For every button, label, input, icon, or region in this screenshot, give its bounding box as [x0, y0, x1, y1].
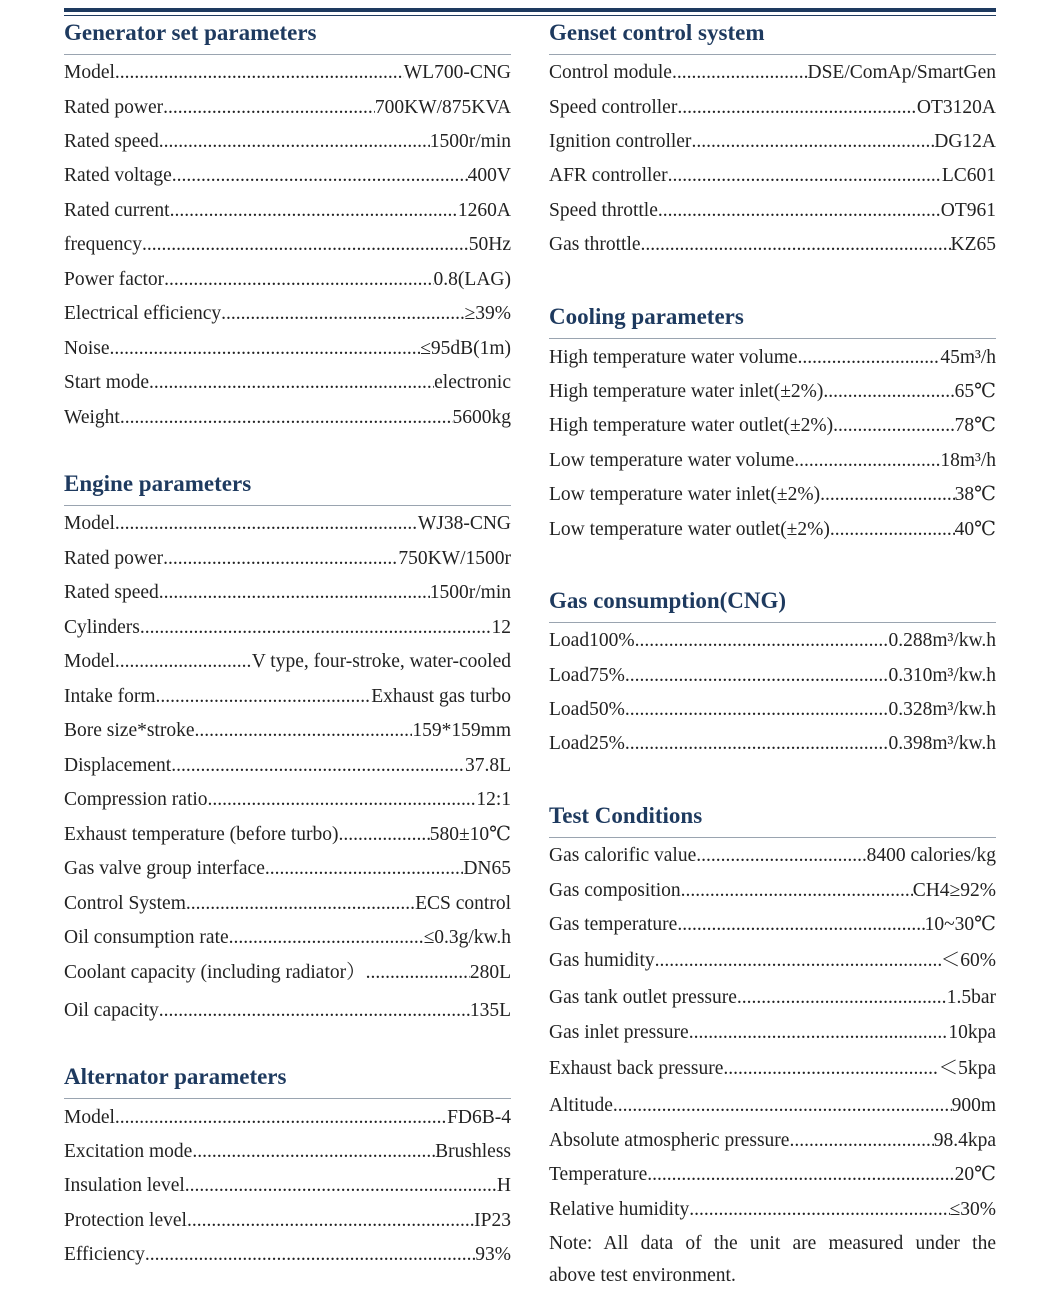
spec-row	[549, 948, 996, 974]
spec-value: 580±10℃	[429, 824, 511, 845]
spec-value: FD6B-4	[447, 1107, 511, 1128]
spec-value: 37.8L	[464, 755, 511, 776]
test-note	[549, 1228, 996, 1292]
spec-label: Noise	[64, 338, 110, 359]
spec-row	[64, 198, 511, 224]
header-rule	[64, 8, 996, 16]
spec-row	[549, 663, 996, 689]
spec-label: Absolute atmospheric pressure	[549, 1130, 790, 1151]
spec-label: Start mode	[64, 372, 150, 393]
spec-row	[549, 379, 996, 405]
dot-leader	[159, 998, 470, 1024]
dot-leader	[689, 1197, 949, 1223]
spec-label: Model	[64, 651, 115, 672]
dot-leader	[696, 843, 866, 869]
spec-value: ECS control	[415, 893, 511, 914]
spec-value: LC601	[941, 165, 996, 186]
spec-row	[549, 129, 996, 155]
spec-label: Gas calorific value	[549, 845, 697, 866]
spec-row	[64, 718, 511, 744]
spec-label: Model	[64, 1107, 115, 1128]
dot-leader	[187, 1208, 474, 1234]
spec-value: WJ38-CNG	[417, 513, 511, 534]
dot-leader	[366, 960, 470, 986]
section-gas-consumption-cng	[549, 586, 996, 623]
spec-label: Temperature	[549, 1164, 648, 1185]
dot-leader	[723, 1056, 938, 1082]
spec-label: Oil capacity	[64, 1000, 159, 1021]
spec-row	[549, 731, 996, 757]
spec-row	[64, 891, 511, 917]
spec-label: Gas throttle	[549, 234, 641, 255]
spec-value: ≤0.3g/kw.h	[423, 927, 511, 948]
section-divider	[549, 54, 996, 55]
spec-label: Efficiency	[64, 1244, 145, 1265]
spec-value: DG12A	[934, 131, 996, 152]
spec-label: Displacement	[64, 755, 172, 776]
spec-row	[64, 822, 511, 848]
spec-row	[549, 912, 996, 938]
spec-value: 18m³/h	[940, 450, 996, 471]
spec-value: 0.8(LAG)	[433, 269, 511, 290]
spec-label: Gas inlet pressure	[549, 1022, 689, 1043]
spec-label: Altitude	[549, 1095, 613, 1116]
section-title: Test Conditions	[549, 803, 703, 828]
dot-leader	[672, 60, 808, 86]
spec-value: 45m³/h	[940, 347, 996, 368]
spec-label: Load50%	[549, 699, 625, 720]
spec-label: Excitation mode	[64, 1141, 193, 1162]
spec-label: Exhaust temperature (before turbo)	[64, 824, 339, 845]
spec-row	[549, 985, 996, 1011]
spec-label: Oil consumption rate	[64, 927, 229, 948]
dot-leader	[171, 753, 465, 779]
spec-label: Rated power	[64, 548, 164, 569]
spec-row	[64, 301, 511, 327]
spec-label: Electrical efficiency	[64, 303, 222, 324]
spec-label: Power factor	[64, 269, 165, 290]
spec-row	[64, 615, 511, 641]
spec-value: OT3120A	[916, 97, 996, 118]
spec-value: 65℃	[954, 381, 996, 402]
spec-label: frequency	[64, 234, 142, 255]
spec-value: 1.5bar	[946, 987, 996, 1008]
spec-value: 750KW/1500r	[398, 548, 511, 569]
spec-value: 93%	[475, 1244, 511, 1265]
spec-label: Gas tank outlet pressure	[549, 987, 737, 1008]
section-divider	[64, 54, 511, 55]
spec-row	[64, 925, 511, 951]
dot-leader	[221, 301, 464, 327]
spec-row	[64, 267, 511, 293]
spec-value: OT961	[940, 200, 996, 221]
dot-leader	[186, 891, 415, 917]
spec-label: Speed throttle	[549, 200, 658, 221]
spec-row	[64, 336, 511, 362]
dot-leader	[668, 163, 942, 189]
spec-row	[64, 1208, 511, 1234]
spec-label: AFR controller	[549, 165, 668, 186]
spec-row	[64, 753, 511, 779]
section-title: Cooling parameters	[549, 304, 744, 329]
spec-value: IP23	[474, 1210, 511, 1231]
spec-row	[64, 960, 511, 986]
spec-label: Gas humidity	[549, 950, 655, 971]
spec-value: 78℃	[954, 415, 996, 436]
spec-row	[64, 129, 511, 155]
spec-label: Relative humidity	[549, 1199, 690, 1220]
spec-label: Ignition controller	[549, 131, 692, 152]
spec-label: High temperature water inlet(±2%)	[549, 381, 824, 402]
section-generator-set-parameters	[64, 18, 511, 55]
spec-row	[549, 1162, 996, 1188]
dot-leader	[195, 718, 413, 744]
spec-row	[64, 511, 511, 537]
spec-label: Coolant capacity (including radiator）	[64, 962, 366, 983]
spec-row	[549, 1056, 996, 1082]
spec-row	[64, 1173, 511, 1199]
spec-value: 900m	[951, 1095, 996, 1116]
dot-leader	[658, 198, 941, 224]
dot-leader	[820, 482, 955, 508]
dot-leader	[110, 336, 421, 362]
spec-label: Speed controller	[549, 97, 678, 118]
dot-leader	[229, 925, 424, 951]
spec-label: Model	[64, 62, 115, 83]
spec-row	[549, 1020, 996, 1046]
spec-row	[549, 413, 996, 439]
spec-label: Rated voltage	[64, 165, 172, 186]
spec-value: 10~30℃	[924, 914, 996, 935]
dot-leader	[830, 517, 955, 543]
spec-label: Gas temperature	[549, 914, 678, 935]
spec-row	[549, 482, 996, 508]
dot-leader	[159, 580, 430, 606]
spec-row	[64, 649, 511, 675]
spec-row	[549, 517, 996, 543]
spec-row	[549, 843, 996, 869]
spec-value: 40℃	[954, 519, 996, 540]
dot-leader	[794, 448, 940, 474]
spec-value: DSE/ComAp/SmartGen	[807, 62, 996, 83]
spec-row	[64, 546, 511, 572]
dot-leader	[798, 345, 941, 371]
spec-value: 50Hz	[468, 234, 511, 255]
spec-value: 1500r/min	[429, 582, 511, 603]
spec-row	[64, 856, 511, 882]
section-title: Generator set parameters	[64, 20, 317, 45]
spec-label: Load75%	[549, 665, 625, 686]
spec-value: 12	[491, 617, 511, 638]
spec-row	[549, 697, 996, 723]
spec-value: 0.288m³/kw.h	[888, 630, 996, 651]
section-divider	[549, 338, 996, 339]
dot-leader	[625, 731, 889, 757]
spec-row	[64, 163, 511, 189]
section-divider	[549, 837, 996, 838]
section-divider	[549, 622, 996, 623]
dot-leader	[164, 267, 433, 293]
dot-leader	[120, 405, 453, 431]
spec-value: 5600kg	[452, 407, 511, 428]
spec-value: 400V	[467, 165, 511, 186]
dot-leader	[149, 370, 434, 396]
spec-value: 1500r/min	[429, 131, 511, 152]
spec-value: ≤95dB(1m)	[420, 338, 511, 359]
dot-leader	[192, 1139, 435, 1165]
spec-value: Exhaust gas turbo	[371, 686, 511, 707]
spec-row	[549, 95, 996, 121]
dot-leader	[185, 1173, 497, 1199]
spec-label: Protection level	[64, 1210, 187, 1231]
spec-value: Brushless	[435, 1141, 511, 1162]
spec-value: DN65	[463, 858, 511, 879]
spec-row	[64, 1242, 511, 1268]
spec-row	[549, 448, 996, 474]
dot-leader	[172, 163, 468, 189]
dot-leader	[208, 787, 477, 813]
dot-leader	[689, 1020, 949, 1046]
spec-row	[64, 232, 511, 258]
dot-leader	[265, 856, 463, 882]
spec-label: Insulation level	[64, 1175, 185, 1196]
spec-value: CH4≥92%	[912, 880, 996, 901]
spec-row	[64, 405, 511, 431]
spec-value: electronic	[434, 372, 511, 393]
spec-value: 38℃	[954, 484, 996, 505]
spec-label: Low temperature water outlet(±2%)	[549, 519, 830, 540]
spec-value: 0.398m³/kw.h	[888, 733, 996, 754]
dot-leader	[145, 1242, 475, 1268]
spec-row	[549, 232, 996, 258]
section-title: Genset control system	[549, 20, 765, 45]
spec-row	[549, 345, 996, 371]
dot-leader	[115, 60, 404, 86]
spec-value: 700KW/875KVA	[374, 97, 511, 118]
spec-value: 0.328m³/kw.h	[888, 699, 996, 720]
dot-leader	[635, 628, 889, 654]
spec-row	[64, 95, 511, 121]
dot-leader	[737, 985, 947, 1011]
spec-label: Rated current	[64, 200, 170, 221]
spec-value: ＜5kpa	[938, 1058, 996, 1079]
dot-leader	[789, 1128, 933, 1154]
spec-label: Load100%	[549, 630, 635, 651]
spec-value: 159*159mm	[412, 720, 511, 741]
section-title: Gas consumption(CNG)	[549, 588, 787, 613]
dot-leader	[691, 129, 934, 155]
dot-leader	[163, 546, 398, 572]
spec-value: 280L	[469, 962, 511, 983]
spec-label: Low temperature water volume	[549, 450, 795, 471]
dot-leader	[339, 822, 430, 848]
spec-value: ＜60%	[940, 950, 996, 971]
spec-label: Rated speed	[64, 582, 159, 603]
dot-leader	[625, 697, 889, 723]
spec-value: 0.310m³/kw.h	[888, 665, 996, 686]
dot-leader	[647, 1162, 954, 1188]
spec-label: Control System	[64, 893, 186, 914]
spec-label: Load25%	[549, 733, 625, 754]
spec-value: 1260A	[457, 200, 511, 221]
dot-leader	[115, 649, 252, 675]
spec-value: V type, four-stroke, water-cooled	[251, 651, 511, 672]
section-test-conditions	[549, 801, 996, 838]
dot-leader	[677, 95, 917, 121]
spec-label: Model	[64, 513, 115, 534]
spec-label: Weight	[64, 407, 120, 428]
spec-value: 98.4kpa	[933, 1130, 996, 1151]
dot-leader	[140, 615, 492, 641]
note-line-2: above test environment.	[549, 1265, 736, 1286]
spec-row	[549, 163, 996, 189]
spec-row	[549, 1093, 996, 1119]
section-cooling-parameters	[549, 302, 996, 339]
spec-value: 20℃	[954, 1164, 996, 1185]
spec-label: Exhaust back pressure	[549, 1058, 724, 1079]
dot-leader	[115, 511, 418, 537]
spec-label: High temperature water outlet(±2%)	[549, 415, 834, 436]
spec-row	[64, 684, 511, 710]
spec-row	[64, 1139, 511, 1165]
spec-row	[64, 370, 511, 396]
dot-leader	[677, 912, 924, 938]
section-title: Engine parameters	[64, 471, 252, 496]
spec-row	[64, 998, 511, 1024]
section-divider	[64, 1098, 511, 1099]
spec-label: High temperature water volume	[549, 347, 798, 368]
spec-row	[549, 1197, 996, 1223]
spec-row	[549, 198, 996, 224]
spec-value: 12:1	[476, 789, 511, 810]
section-alternator-parameters	[64, 1062, 511, 1099]
spec-label: Bore size*stroke	[64, 720, 195, 741]
spec-label: Rated power	[64, 97, 164, 118]
dot-leader	[625, 663, 889, 689]
spec-label: Rated speed	[64, 131, 159, 152]
dot-leader	[823, 379, 954, 405]
spec-row	[64, 1105, 511, 1131]
spec-value: ≤30%	[949, 1199, 996, 1220]
spec-value: 135L	[469, 1000, 511, 1021]
spec-label: Cylinders	[64, 617, 140, 638]
spec-label: Control module	[549, 62, 672, 83]
spec-row	[549, 878, 996, 904]
spec-label: Intake form	[64, 686, 156, 707]
spec-value: WL700-CNG	[403, 62, 511, 83]
dot-leader	[163, 95, 375, 121]
section-genset-control-system	[549, 18, 996, 55]
spec-row	[549, 628, 996, 654]
section-engine-parameters	[64, 469, 511, 506]
header-rule-thick	[64, 8, 996, 12]
dot-leader	[159, 129, 430, 155]
spec-row	[64, 580, 511, 606]
spec-row	[549, 1128, 996, 1154]
spec-value: H	[496, 1175, 511, 1196]
spec-row	[64, 60, 511, 86]
dot-leader	[142, 232, 469, 258]
spec-label: Gas composition	[549, 880, 681, 901]
spec-value: 10kpa	[948, 1022, 996, 1043]
spec-value: 8400 calories/kg	[866, 845, 996, 866]
spec-label: Low temperature water inlet(±2%)	[549, 484, 821, 505]
dot-leader	[170, 198, 458, 224]
spec-value: KZ65	[950, 234, 996, 255]
dot-leader	[681, 878, 913, 904]
section-divider	[64, 505, 511, 506]
spec-row	[64, 787, 511, 813]
spec-row	[549, 60, 996, 86]
spec-value: ≥39%	[464, 303, 511, 324]
section-title: Alternator parameters	[64, 1064, 287, 1089]
spec-label: Compression ratio	[64, 789, 208, 810]
dot-leader	[655, 948, 941, 974]
dot-leader	[156, 684, 372, 710]
dot-leader	[613, 1093, 952, 1119]
dot-leader	[115, 1105, 447, 1131]
dot-leader	[641, 232, 951, 258]
note-line-1: Note: All data of the unit are measured under the	[549, 1233, 996, 1254]
spec-label: Gas valve group interface	[64, 858, 265, 879]
header-rule-thin	[64, 15, 996, 16]
dot-leader	[833, 413, 955, 439]
